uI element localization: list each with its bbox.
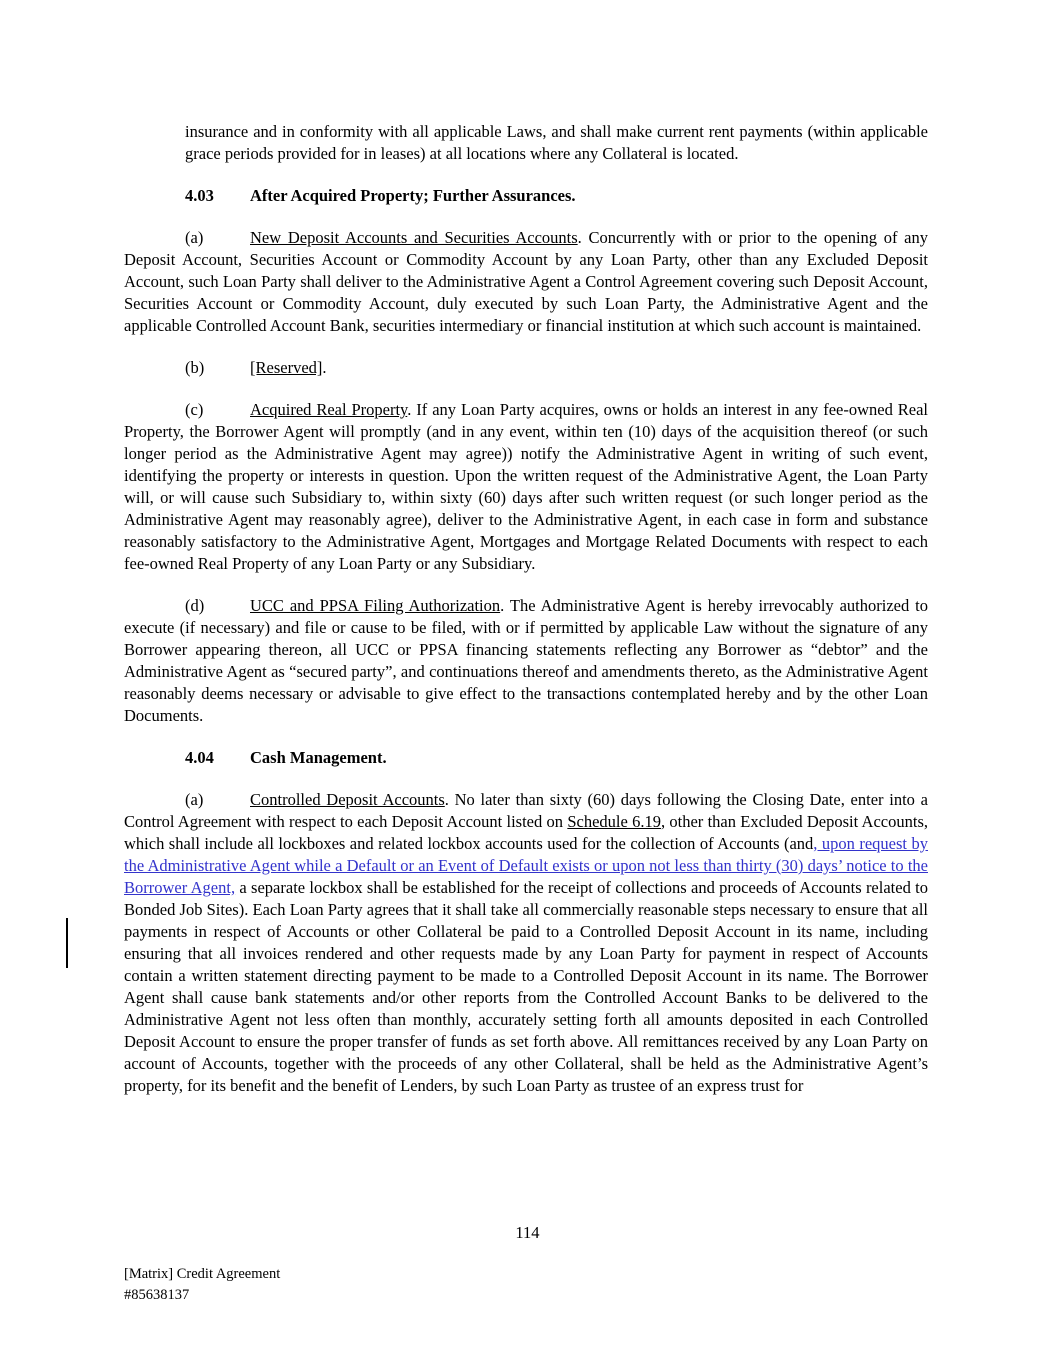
clause-a-controlled-deposit-accounts xyxy=(124,789,928,1097)
text-run: a separate lockbox shall be established for the receipt of collections and proceeds of Accounts related to Bonded Job Sites). Each Loan Party agrees that it shall take all commercially reasonable steps necessary to ensure that all payments in respect of Accounts or other Collateral be paid to a Controlled Deposit Account in its name, including ensuring that all invoices rendered and other requests made by any Loan Party for payment in respect of Accounts contain a written statement directing payment to be made to a Controlled Deposit Account in its name. The Borrower Agent shall cause bank statements and/or other reports from the Controlled Account Banks to be delivered to the Administrative Agent not less often than monthly, accurately setting forth all amounts deposited in each Controlled Deposit Account to ensure the proper transfer of funds as set forth above. All remittances received by any Loan Party on account of Accounts, together with the proceeds of any other Collateral, shall be held as the Administrative Agent’s property, for its benefit and the benefit of Lenders, by such Loan Party as trustee of an express trust for xyxy=(124,878,928,1095)
clause-c-acquired-real-property xyxy=(124,399,928,575)
clause-letter: (a) xyxy=(185,228,204,247)
clause-letter: (c) xyxy=(185,400,204,419)
clause-letter: (a) xyxy=(185,790,204,809)
continuation-paragraph xyxy=(185,121,928,165)
document-body xyxy=(124,121,928,1117)
text-run: insurance and in conformity with all applicable Laws, and shall make current rent payments (within applicable grace periods provided for in leases) at all locations where any Collateral is located. xyxy=(185,122,928,163)
clause-title: Controlled Deposit Accounts xyxy=(250,790,445,809)
footer-document-title: [Matrix] Credit Agreement xyxy=(124,1266,281,1282)
section-heading-4-04 xyxy=(124,747,928,769)
page-number: 114 xyxy=(515,1223,540,1242)
clause-title: Acquired Real Property xyxy=(250,400,408,419)
clause-a-new-deposit-accounts xyxy=(124,227,928,337)
clause-d-ucc-ppsa-filing-authorization xyxy=(124,595,928,727)
clause-letter: (d) xyxy=(185,596,205,615)
text-run: . The Administrative Agent is hereby irrevocably authorized to execute (if necessary) and file or cause to be filed, with or if permitted by applicable Law without the signature of any Borrower appearing thereon, all UCC or PPSA financing statements reflecting any Borrower as “debtor” and the Administrative Agent as “secured party”, and continuations thereof and amendments thereto, as the Administrative Agent reasonably deems necessary or advisable to give effect to the transactions contemplated hereby and by the other Loan Documents. xyxy=(124,596,929,725)
section-heading-4-03 xyxy=(124,185,928,207)
clause-title: New Deposit Accounts and Securities Accounts xyxy=(250,228,578,247)
change-bar xyxy=(66,918,68,968)
text-run: , other than Excluded Deposit Accounts, which shall include all lockboxes and related lockbox accounts used for the collection of Accounts (and xyxy=(124,812,928,853)
text-run: . If any Loan Party acquires, owns or holds an interest in any fee-owned Real Property, the Borrower Agent will promptly (and in any event, within ten (10) days of the acquisition thereof (or such longer period as the Administrative Agent may agree)) notify the Administrative Agent in writing of such event, identifying the property or interests in question. Upon the written request of the Administrative Agent, the Loan Party will, or will cause such Subsidiary to, within sixty (60) days after such written request (or such longer period as the Administrative Agent may reasonably agree), deliver to the Administrative Agent, in each case in form and substance reasonably satisfactory to the Administrative Agent, Mortgages and Mortgage Related Documents with respect to each fee-owned Real Property of any Loan Party or any Subsidiary. xyxy=(124,400,928,573)
footer-document-id: #85638137 xyxy=(124,1287,190,1303)
section-title: Cash Management. xyxy=(250,748,387,767)
schedule-reference: Schedule 6.19 xyxy=(567,812,661,831)
text-run: . Concurrently with or prior to the opening of any Deposit Account, Securities Account or Commodity Account by any Loan Party, other than any Excluded Deposit Account, such Loan Party shall deliver to the Administrative Agent a Control Agreement covering such Deposit Account, Securities Account or Commodity Account, duly executed by such Loan Party, the Administrative Agent and the applicable Controlled Account Bank, securities intermediary or financial institution at which such account is maintained. xyxy=(124,228,928,335)
section-number: 4.03 xyxy=(185,186,214,205)
text-run: . xyxy=(322,358,327,377)
section-title: After Acquired Property; Further Assurances. xyxy=(250,186,576,205)
clause-title: [Reserved] xyxy=(250,358,323,377)
section-number: 4.04 xyxy=(185,748,214,767)
clause-title: UCC and PPSA Filing Authorization xyxy=(250,596,501,615)
page-footer xyxy=(124,1264,280,1306)
clause-letter: (b) xyxy=(185,358,205,377)
text-run: . No later than sixty (60) days following the Closing Date, enter into a Control Agreement with respect to each Deposit Account listed on xyxy=(124,790,928,831)
tracked-insertion: , upon request by the Administrative Agent while a Default or an Event of Default exists or upon not less than thirty (30) days’ notice to the Borrower Agent, xyxy=(124,834,928,897)
clause-b-reserved xyxy=(124,357,928,379)
